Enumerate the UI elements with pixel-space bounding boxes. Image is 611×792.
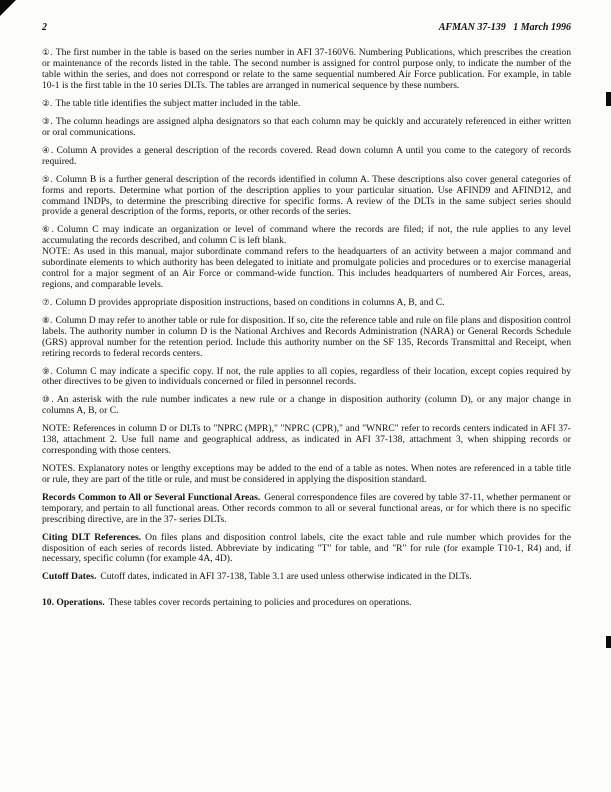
paragraph-text: Column D provides appropriate disposition instructions, based on conditions in columns A, B, and C. — [55, 296, 445, 308]
paragraph-text: These tables cover records pertaining to policies and procedures on operations. — [108, 597, 412, 609]
paragraph-text: Column B is a further general description of the records identified in column A. These descriptions also cover general categories of forms and reports. Determine what portion of the description applies to your particular situation. Use AFIND9 and AFIND12, and command INDPs, to determine the prescribing directive for specific forms. A review of the DLTs in the same subject series should provide a general description of the forms, reports, or other records of the series. — [42, 173, 572, 218]
paragraph-3 — [42, 117, 571, 139]
circled-number-icon: ③. — [42, 117, 53, 127]
paragraph-text: An asterisk with the rule number indicates a new rule or a change in disposition authority (column D), or any major change in columns A, B, or C. — [42, 394, 571, 417]
paragraph-note: NOTE: As used in this manual, major subordinate command refers to the headquarters of an activity between a major command and subordinate elements to which authority has been delegated to initiate and promulgate policies and procedures or to exercise managerial control for a major segment of an Air Force or command-wide function. This includes headquarters of numbered Air Forces, areas, regions, and comparable levels. — [42, 246, 571, 290]
paragraph-text: Column C may indicate a specific copy. If not, the rule applies to all copies, regardless of their location, except copies required by other directives to be given to individuals concerned or filed in personnel records. — [42, 365, 572, 388]
circled-number-icon: ⑥. — [42, 225, 55, 236]
paragraph-text: Column C may indicate an organization or level of command where the records are filed; if not, the rule applies to any level accumulating the records described, and column C is left blank. — [42, 224, 572, 247]
paragraph-10 — [42, 395, 571, 417]
document-title: AFMAN 37-139 1 March 1996 — [438, 22, 571, 33]
paragraph-1 — [42, 48, 571, 92]
circled-number-icon: ②. — [42, 99, 53, 110]
scan-artifact-right-bottom — [606, 636, 611, 648]
circled-number-icon: ④. — [42, 145, 54, 156]
paragraph-lead: Citing DLT References. — [42, 531, 142, 543]
paragraph-6 — [42, 225, 571, 291]
paragraph-text: Column A provides a general description of the records covered. Read down column A until you come to the category of records required. — [42, 144, 571, 167]
paragraph-text: NOTE: References in column D or DLTs to "NPRC (MPR)," "NPRC (CPR)," and "WNRC" refer to records centers indicated in AFI 37-138, attachment 2. Use full name and geographical address, as indicated in AFI 37-138, attachment 3, when shipping records or corresponding with those centers. — [42, 423, 571, 457]
paragraph-notes-explanatory — [42, 464, 571, 486]
paragraph-text: The table title identifies the subject matter included in the table. — [55, 98, 301, 110]
paragraph-lead: Cutoff Dates. — [42, 571, 97, 583]
paragraph-4 — [42, 146, 571, 168]
circled-number-icon: ⑧. — [42, 315, 53, 326]
paragraph-records-common — [42, 493, 571, 526]
page-number: 2 — [42, 22, 47, 33]
paragraph-7 — [42, 298, 571, 309]
paragraph-5 — [42, 175, 571, 219]
paragraph-note-records-centers — [42, 424, 571, 457]
paragraph-operations — [42, 598, 571, 609]
paragraph-lead: Records Common to All or Several Functional Areas. — [42, 491, 261, 503]
paragraph-text: General correspondence files are covered by table 37-11, whether permanent or temporary, and pertain to all functional areas. Other records common to all or several functional areas, or for which there is no specific prescribing directive, are in the 37- series DLTs. — [42, 491, 571, 525]
paragraph-text: Cutoff dates, indicated in AFI 37-138, Table 3.1 are used unless otherwise indicated in the DLTs. — [100, 571, 472, 583]
paragraph-text: The column headings are assigned alpha designators so that each column may be quickly and accurately referenced in either written or oral communications. — [42, 116, 571, 138]
scan-artifact-right-top — [606, 92, 611, 106]
paragraph-8 — [42, 316, 571, 360]
circled-number-icon: ⑤. — [42, 174, 54, 185]
paragraph-lead: 10. Operations. — [42, 597, 105, 609]
paragraph-text: Column D may refer to another table or rule for disposition. If so, cite the reference table and rule on file plans and disposition control labels. The authority number in column D is the National Archives and Records Administration (NARA) or General Records Schedule (GRS) approval number for the retention period. Include this authority number on the SF 135, Records Transmittal and Receipt, when retiring records to federal records centers. — [42, 314, 571, 359]
paragraph-citing-dlt — [42, 533, 571, 566]
circled-number-icon: ⑩. — [42, 395, 54, 406]
scan-artifact-corner — [0, 0, 16, 16]
paragraph-text: NOTES. Explanatory notes or lengthy exceptions may be added to the end of a table as notes. When notes are referenced in a table title or rule, they are part of the title or rule, and must be considered in applying the disposition standard. — [42, 462, 571, 485]
paragraph-2 — [42, 99, 571, 110]
page-header — [42, 22, 571, 33]
paragraph-cutoff-dates — [42, 572, 571, 583]
circled-number-icon: ⑦. — [42, 297, 53, 308]
paragraph-9 — [42, 367, 571, 389]
circled-number-icon: ⑨. — [42, 366, 54, 377]
paragraph-text: On files plans and disposition control labels, cite the exact table and rule number which provides for the disposition of each series of records listed. Abbreviate by indicating "T" for table, and "R" for rule (for example T10-1, R4) and, if necessary, specific column (for example 4A, 4D). — [42, 531, 571, 565]
circled-number-icon: ①. — [42, 48, 53, 59]
paragraph-text: The first number in the table is based on the series number in AFI 37-160V6. Numbering Publications, which prescribes the creation or maintenance of the records listed in the table. The second number is assigned for control purpose only, to indicate the number of the table within the series, and does not correspond or relate to the same sequential numbered Air Force publication. For example, in table 10-1 is the first table in the 10 series DLTs. The tables are arranged in numerical sequence by these numbers. — [42, 47, 571, 92]
